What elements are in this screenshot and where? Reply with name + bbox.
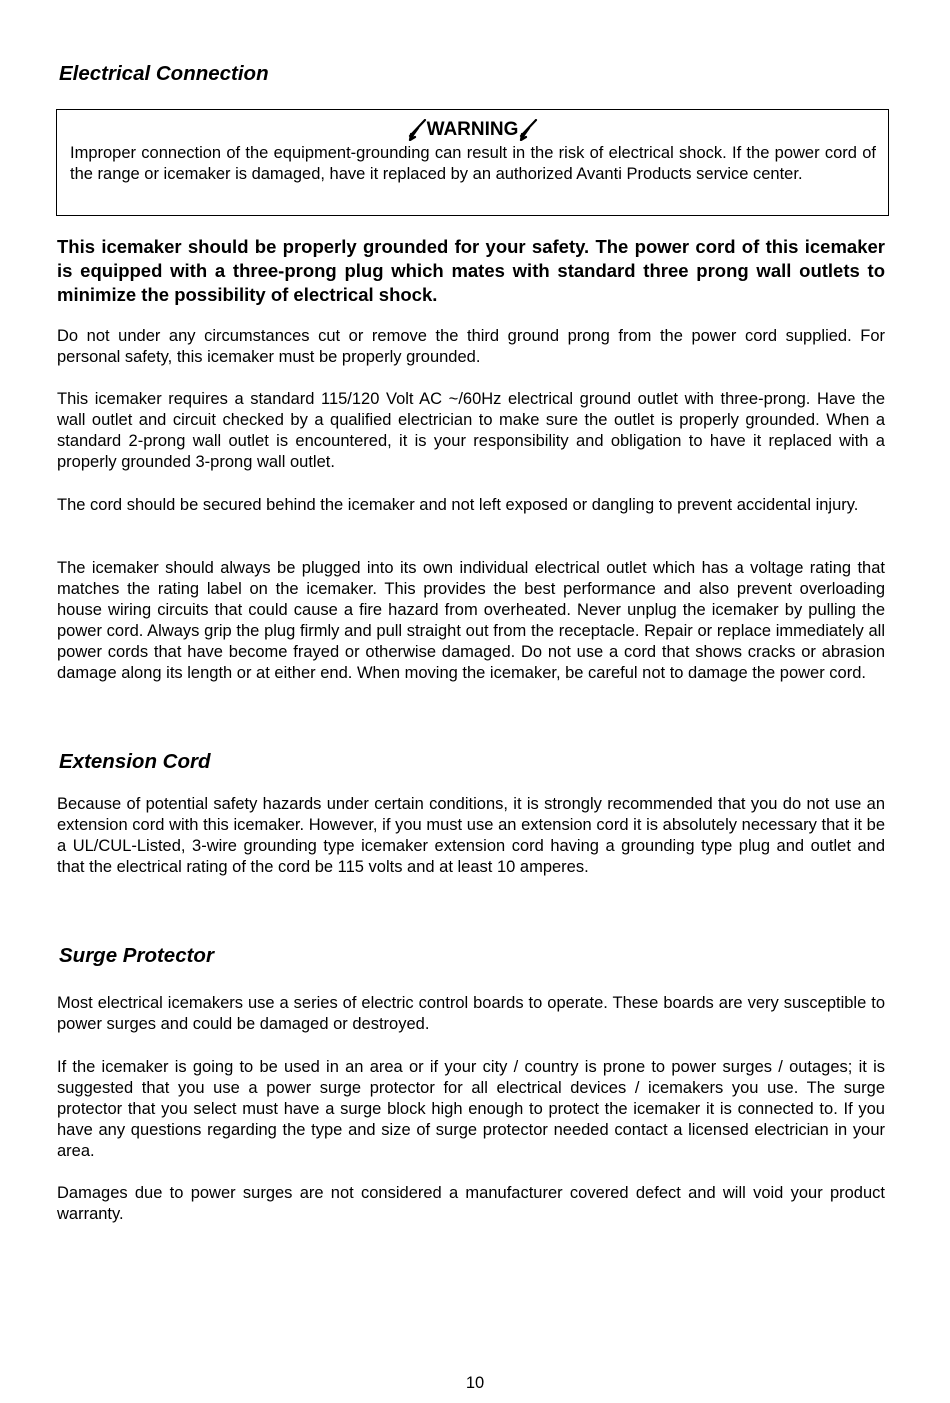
paragraph-ground-prong: Do not under any circumstances cut or remove the third ground prong from the power cord supplied. For personal safety, this icemaker must be properly grounded. — [57, 327, 885, 366]
heading-extension-cord: Extension Cord — [59, 750, 211, 773]
warning-text: Improper connection of the equipment-grounding can result in the risk of electrical shock. If the power cord of the range or icemaker is damaged, have it replaced by an authorized Avanti Products service center. — [70, 144, 876, 183]
heading-electrical-connection: Electrical Connection — [59, 62, 269, 85]
paragraph-outlet-requirements: This icemaker requires a standard 115/120 Volt AC ~/60Hz electrical ground outlet with three-prong. Have the wall outlet and circuit checked by a qualified electrician to make sure the outlet is properly grounded. When a standard 2-prong wall outlet is encountered, it is your responsibility and obligation to have it replaced with a properly grounded 3-prong wall outlet. — [57, 390, 885, 471]
paragraph-control-boards: Most electrical icemakers use a series of electric control boards to operate. These boards are very susceptible to power surges and could be damaged or destroyed. — [57, 994, 885, 1033]
paragraph-warranty: Damages due to power surges are not considered a manufacturer covered defect and will void your product warranty. — [57, 1184, 885, 1223]
paragraph-surge-protector-advice: If the icemaker is going to be used in an area or if your city / country is prone to power surges / outages; it is suggested that you use a power surge protector for all electrical devices / icemakers you use. The surge protector that you select must have a surge block high enough to protect the icemaker it is connected to. If you have any questions regarding the type and size of surge protector needed contact a licensed electrician in your area. — [57, 1058, 885, 1160]
heading-surge-protector: Surge Protector — [59, 944, 214, 967]
warning-label: WARNING — [426, 119, 519, 140]
paragraph-extension-cord: Because of potential safety hazards under certain conditions, it is strongly recommended that you do not use an extension cord with this icemaker. However, if you must use an extension cord it is absolutely necessary that it be a UL/CUL-Listed, 3-wire grounding type icemaker extension cord having a grounding type plug and outlet and that the electrical rating of the cord be 115 volts and at least 10 amperes. — [57, 795, 885, 876]
warning-title — [57, 118, 888, 142]
paragraph-cord-secured: The cord should be secured behind the icemaker and not left exposed or dangling to prevent accidental injury. — [57, 496, 859, 514]
paragraph-individual-outlet: The icemaker should always be plugged into its own individual electrical outlet which has a voltage rating that matches the rating label on the icemaker. This provides the best performance and also prevent overloading house wiring circuits that could cause a fire hazard from overheated. Never unplug the icemaker by pulling the power cord. Always grip the plug firmly and pull straight out from the receptacle. Repair or replace immediately all power cords that have become frayed or otherwise damaged. Do not use a cord that shows cracks or abrasion damage along its length or at either end. When moving the icemaker, be careful not to damage the power cord. — [57, 559, 885, 682]
lightning-bolt-icon — [518, 119, 538, 141]
grounding-bold-paragraph: This icemaker should be properly grounded for your safety. The power cord of this icemaker is equipped with a three-prong plug which mates with standard three prong wall outlets to minimize the possibility of electrical shock. — [57, 236, 885, 305]
page-number: 10 — [465, 1374, 485, 1392]
lightning-bolt-icon — [407, 119, 427, 141]
warning-box — [56, 109, 889, 216]
